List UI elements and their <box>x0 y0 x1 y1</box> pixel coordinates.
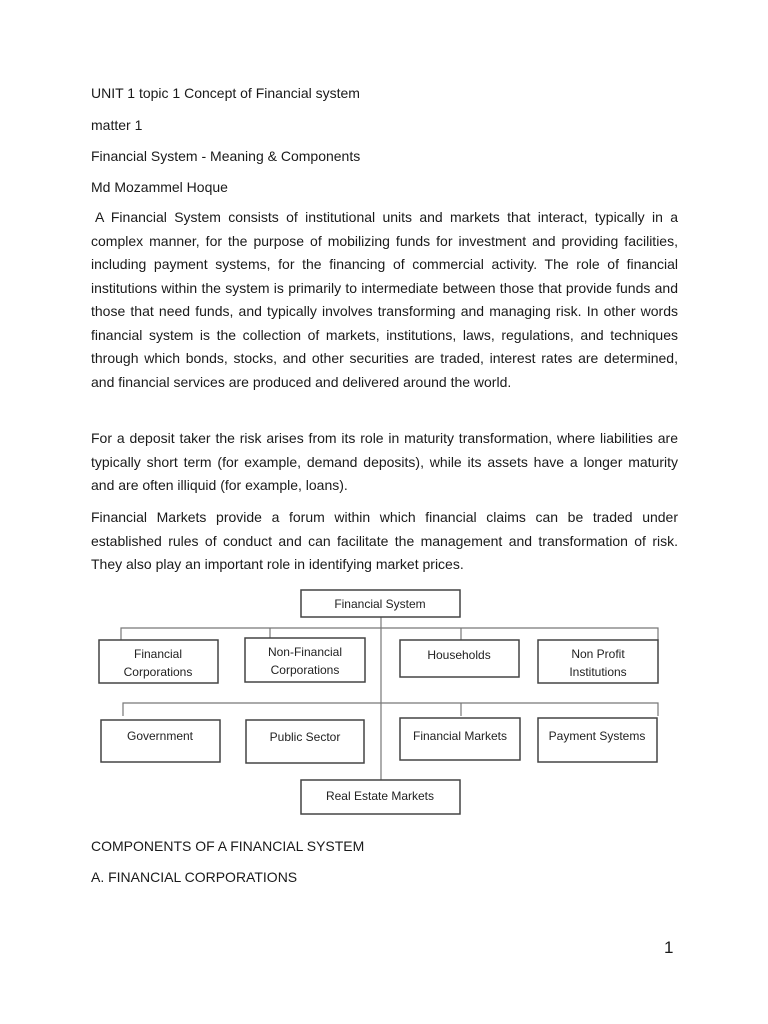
diagram-label: Non-Financial <box>267 645 343 659</box>
document-title: Financial System - Meaning & Components <box>91 148 361 164</box>
diagram-row1-connector <box>121 628 658 640</box>
subsection-heading: A. FINANCIAL CORPORATIONS <box>91 869 298 885</box>
diagram-label: Households <box>427 648 491 662</box>
diagram-label: Corporations <box>123 665 193 679</box>
paragraph-financial-system: A Financial System consists of institutional units and markets that interact, typically in a complex manner, for the purpose of mobilizing funds for investment and providing facilities, including payment systems, for the financing of commercial activity. The role of financial institutions within the system is primarily to intermediate between those that provide funds and those that need funds, and typically involves transforming and managing risk. In other words financial system is the collection of markets, institutions, laws, regulations, and techniques through which bonds, stocks, and other securities are traded, interest rates are determined, and financial services are produced and delivered around the world. <box>91 209 678 390</box>
matter-line: matter 1 <box>91 117 143 133</box>
paragraph-financial-markets: Financial Markets provide a forum within which financial claims can be traded under established rules of conduct and can facilitate the management and transformation of risk. They also play an important role in identifying market prices. <box>91 509 678 572</box>
diagram-label: Non Profit <box>571 647 625 661</box>
section-heading: COMPONENTS OF A FINANCIAL SYSTEM <box>91 838 365 854</box>
diagram-label: Public Sector <box>269 730 341 744</box>
diagram-label: Financial Markets <box>412 729 508 743</box>
diagram-label: Payment Systems <box>548 729 646 743</box>
diagram-label: Financial <box>133 647 183 661</box>
paragraph-deposit-taker: For a deposit taker the risk arises from its role in maturity transformation, where liabilities are typically short term (for example, demand deposits), while its assets have a longer maturity and are often illiquid (for example, loans). <box>91 430 678 493</box>
diagram-row2-connector <box>123 703 658 716</box>
diagram-root-label: Financial System <box>334 597 426 611</box>
author-name: Md Mozammel Hoque <box>91 179 228 195</box>
diagram-label: Government <box>126 729 194 743</box>
diagram-label: Real Estate Markets <box>325 789 435 803</box>
diagram-label: Corporations <box>270 663 340 677</box>
unit-line: UNIT 1 topic 1 Concept of Financial system <box>91 85 360 101</box>
diagram-label: Institutions <box>569 665 627 679</box>
page-number: 1 <box>664 938 674 957</box>
